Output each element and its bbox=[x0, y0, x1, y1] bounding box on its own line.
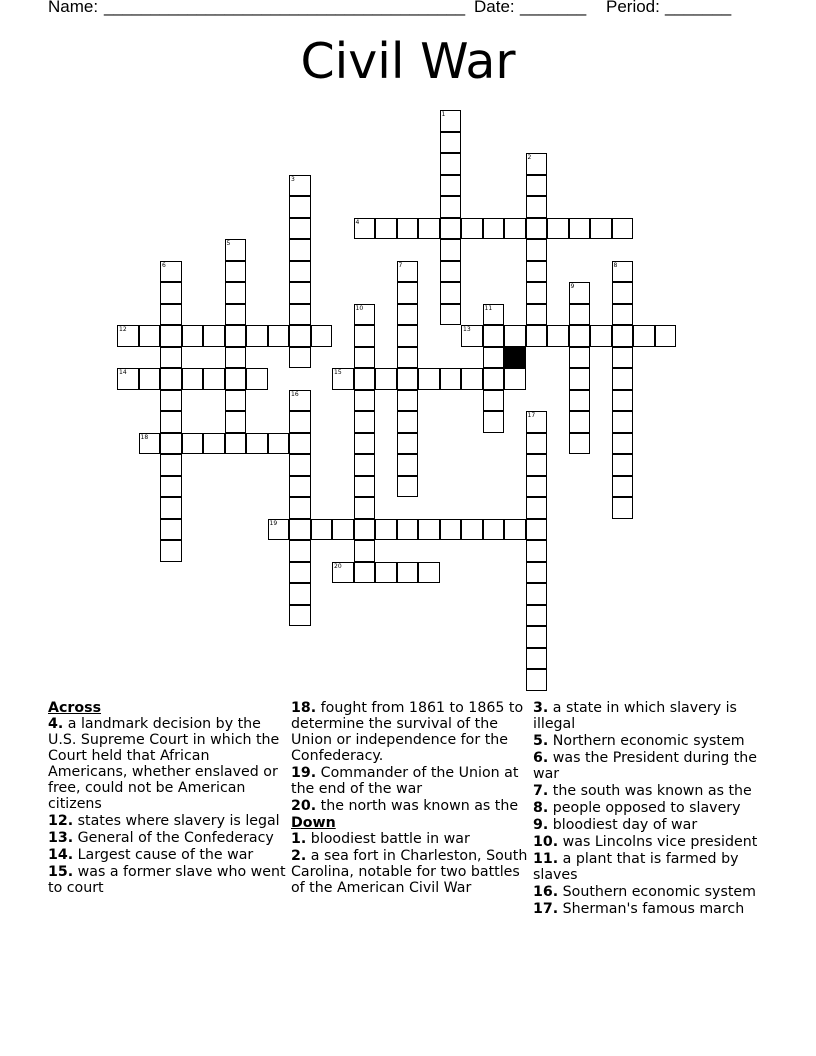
grid-cell[interactable] bbox=[397, 368, 419, 390]
grid-cell[interactable] bbox=[526, 497, 548, 519]
grid-cell[interactable] bbox=[397, 476, 419, 498]
clue-text: Commander of the Union at the end of the war bbox=[291, 765, 519, 797]
clue-number: 13 bbox=[463, 326, 471, 333]
grid-cell[interactable] bbox=[182, 433, 204, 455]
grid-cell[interactable] bbox=[289, 605, 311, 627]
clue-text: Largest cause of the war bbox=[77, 847, 254, 863]
grid-cell[interactable] bbox=[397, 325, 419, 347]
grid-cell[interactable] bbox=[139, 325, 161, 347]
grid-cell[interactable] bbox=[461, 325, 483, 347]
grid-cell[interactable] bbox=[418, 218, 440, 240]
grid-cell[interactable] bbox=[397, 282, 419, 304]
grid-cell[interactable] bbox=[569, 347, 591, 369]
grid-cell[interactable] bbox=[569, 368, 591, 390]
name-label: Name: bbox=[48, 0, 99, 16]
grid-cell[interactable] bbox=[289, 411, 311, 433]
grid-cell[interactable] bbox=[612, 368, 634, 390]
grid-cell[interactable] bbox=[483, 347, 505, 369]
clue-text: Sherman's famous march bbox=[562, 901, 745, 917]
grid-cell[interactable] bbox=[633, 325, 655, 347]
clue-column-1 bbox=[48, 700, 286, 897]
grid-cell[interactable] bbox=[354, 540, 376, 562]
grid-cell[interactable] bbox=[289, 239, 311, 261]
grid-cell[interactable] bbox=[160, 282, 182, 304]
grid-cell[interactable] bbox=[117, 368, 139, 390]
grid-cell[interactable] bbox=[289, 476, 311, 498]
grid-cell[interactable] bbox=[569, 304, 591, 326]
clue-number: 3 bbox=[291, 175, 295, 183]
grid-cell[interactable] bbox=[311, 325, 333, 347]
grid-cell[interactable] bbox=[418, 368, 440, 390]
clue-number: 17 bbox=[527, 412, 536, 419]
down-clue bbox=[291, 831, 529, 847]
grid-cell[interactable] bbox=[289, 261, 311, 283]
grid-cell[interactable] bbox=[461, 368, 483, 390]
grid-cell[interactable] bbox=[526, 626, 548, 648]
grid-cell[interactable] bbox=[569, 282, 591, 304]
grid-cell[interactable] bbox=[483, 411, 505, 433]
grid-cell[interactable] bbox=[547, 218, 569, 240]
grid-cell[interactable] bbox=[397, 261, 419, 283]
down-clue bbox=[533, 750, 773, 782]
grid-cell[interactable] bbox=[418, 562, 440, 584]
down-clue bbox=[533, 851, 773, 883]
down-clue bbox=[533, 884, 773, 900]
grid-cell[interactable] bbox=[612, 454, 634, 476]
clue-text: a sea fort in Charleston, South Carolina, notable for two battles of the American Civil War bbox=[291, 848, 528, 896]
grid-cell[interactable] bbox=[289, 390, 311, 412]
grid-cell[interactable] bbox=[225, 304, 247, 326]
clue-number-label: 10. bbox=[533, 834, 559, 850]
across-clue bbox=[48, 813, 286, 829]
grid-cell[interactable] bbox=[590, 325, 612, 347]
grid-cell[interactable] bbox=[590, 218, 612, 240]
grid-cell[interactable] bbox=[289, 433, 311, 455]
grid-cell[interactable] bbox=[354, 497, 376, 519]
grid-cell[interactable] bbox=[483, 325, 505, 347]
clue-number-label: 5. bbox=[533, 733, 549, 749]
grid-cell[interactable] bbox=[289, 218, 311, 240]
grid-cell[interactable] bbox=[225, 433, 247, 455]
clue-number: 5 bbox=[226, 240, 231, 247]
clue-text: General of the Confederacy bbox=[77, 830, 274, 846]
grid-cell[interactable] bbox=[612, 325, 634, 347]
grid-cell[interactable] bbox=[332, 562, 354, 584]
grid-cell[interactable] bbox=[526, 261, 548, 283]
clue-number: 14 bbox=[119, 369, 127, 376]
grid-cell[interactable] bbox=[526, 583, 548, 605]
grid-cell[interactable] bbox=[397, 390, 419, 412]
grid-cell[interactable] bbox=[526, 476, 548, 498]
grid-cell[interactable] bbox=[526, 282, 548, 304]
clue-text: a landmark decision by the U.S. Supreme Court in which the Court held that African Americans, whether enslaved or free, could not be American citizens bbox=[48, 716, 280, 812]
grid-cell[interactable] bbox=[289, 304, 311, 326]
grid-cell[interactable] bbox=[569, 390, 591, 412]
grid-cell[interactable] bbox=[160, 519, 182, 541]
grid-cell[interactable] bbox=[354, 433, 376, 455]
grid-cell[interactable] bbox=[139, 368, 161, 390]
grid-cell[interactable] bbox=[655, 325, 677, 347]
grid-cell[interactable] bbox=[440, 132, 462, 154]
clue-text: people opposed to slavery bbox=[552, 800, 741, 816]
clue-number-label: 3. bbox=[533, 700, 549, 716]
grid-cell[interactable] bbox=[526, 175, 548, 197]
clue-number-label: 6. bbox=[533, 750, 549, 766]
grid-cell[interactable] bbox=[440, 153, 462, 175]
grid-cell[interactable] bbox=[354, 411, 376, 433]
clue-number: 1 bbox=[441, 111, 446, 118]
grid-cell[interactable] bbox=[246, 325, 268, 347]
clue-number: 20 bbox=[334, 562, 342, 570]
clue-text: was the President during the war bbox=[533, 750, 758, 782]
grid-cell[interactable] bbox=[526, 196, 548, 218]
grid-cell[interactable] bbox=[354, 390, 376, 412]
grid-cell[interactable] bbox=[289, 282, 311, 304]
grid-cell[interactable] bbox=[225, 368, 247, 390]
clue-number-label: 11. bbox=[533, 851, 559, 867]
grid-cell[interactable] bbox=[375, 368, 397, 390]
clue-number: 7 bbox=[398, 261, 403, 269]
grid-cell[interactable] bbox=[461, 519, 483, 541]
down-clue bbox=[533, 834, 773, 850]
clue-number-label: 18. bbox=[291, 700, 317, 716]
clue-number-label: 2. bbox=[291, 848, 307, 864]
grid-cell[interactable] bbox=[569, 218, 591, 240]
clue-number: 6 bbox=[162, 261, 166, 269]
across-clue bbox=[291, 765, 529, 797]
grid-cell[interactable] bbox=[547, 325, 569, 347]
grid-cell[interactable] bbox=[182, 368, 204, 390]
grid-cell[interactable] bbox=[504, 218, 526, 240]
black-square bbox=[504, 347, 526, 369]
grid-cell[interactable] bbox=[354, 325, 376, 347]
clue-number-label: 9. bbox=[533, 817, 549, 833]
clue-number-label: 13. bbox=[48, 830, 74, 846]
grid-cell[interactable] bbox=[397, 433, 419, 455]
grid-cell[interactable] bbox=[246, 433, 268, 455]
across-clue bbox=[291, 798, 529, 814]
clue-number-label: 1. bbox=[291, 831, 307, 847]
grid-cell[interactable] bbox=[526, 519, 548, 541]
date-label: Date: bbox=[474, 0, 515, 16]
grid-cell[interactable] bbox=[203, 433, 225, 455]
grid-cell[interactable] bbox=[354, 218, 376, 240]
clue-number: 18 bbox=[140, 433, 149, 441]
grid-cell[interactable] bbox=[289, 540, 311, 562]
grid-cell[interactable] bbox=[225, 261, 247, 283]
grid-cell[interactable] bbox=[289, 347, 311, 369]
grid-cell[interactable] bbox=[526, 562, 548, 584]
grid-cell[interactable] bbox=[160, 433, 182, 455]
grid-cell[interactable] bbox=[354, 454, 376, 476]
grid-cell[interactable] bbox=[289, 583, 311, 605]
clue-number-label: 12. bbox=[48, 813, 74, 829]
clue-number: 16 bbox=[291, 390, 299, 398]
grid-cell[interactable] bbox=[569, 433, 591, 455]
grid-cell[interactable] bbox=[375, 562, 397, 584]
grid-cell[interactable] bbox=[397, 562, 419, 584]
down-clue bbox=[533, 800, 773, 816]
clue-text: states where slavery is legal bbox=[77, 813, 280, 829]
grid-cell[interactable] bbox=[418, 519, 440, 541]
down-clue bbox=[533, 817, 773, 833]
period-label: Period: bbox=[606, 0, 660, 16]
clue-text: bloodiest day of war bbox=[552, 817, 698, 833]
grid-cell[interactable] bbox=[203, 368, 225, 390]
grid-cell[interactable] bbox=[354, 562, 376, 584]
grid-cell[interactable] bbox=[612, 390, 634, 412]
clue-text: was Lincolns vice president bbox=[562, 834, 758, 850]
clue-number: 19 bbox=[269, 519, 278, 527]
grid-cell[interactable] bbox=[225, 325, 247, 347]
grid-cell[interactable] bbox=[289, 325, 311, 347]
grid-cell[interactable] bbox=[440, 218, 462, 240]
down-clue bbox=[533, 783, 773, 799]
clue-number-label: 4. bbox=[48, 716, 64, 732]
down-heading: Down bbox=[291, 815, 336, 831]
grid-cell[interactable] bbox=[397, 304, 419, 326]
clue-number: 10 bbox=[355, 304, 364, 312]
grid-cell[interactable] bbox=[397, 347, 419, 369]
grid-cell[interactable] bbox=[612, 497, 634, 519]
grid-cell[interactable] bbox=[160, 368, 182, 390]
down-clue bbox=[291, 848, 529, 896]
grid-cell[interactable] bbox=[160, 454, 182, 476]
grid-cell[interactable] bbox=[526, 648, 548, 670]
clue-text: Northern economic system bbox=[552, 733, 745, 749]
grid-cell[interactable] bbox=[440, 519, 462, 541]
grid-cell[interactable] bbox=[332, 368, 354, 390]
clue-column-3 bbox=[533, 700, 773, 918]
grid-cell[interactable] bbox=[225, 239, 247, 261]
grid-cell[interactable] bbox=[612, 218, 634, 240]
grid-cell[interactable] bbox=[526, 605, 548, 627]
grid-cell[interactable] bbox=[375, 519, 397, 541]
clue-number-label: 16. bbox=[533, 884, 559, 900]
grid-cell[interactable] bbox=[440, 110, 462, 132]
grid-cell[interactable] bbox=[461, 218, 483, 240]
grid-cell[interactable] bbox=[569, 325, 591, 347]
clue-number: 4 bbox=[355, 218, 360, 226]
grid-cell[interactable] bbox=[268, 519, 290, 541]
down-clue bbox=[533, 901, 773, 917]
grid-cell[interactable] bbox=[289, 497, 311, 519]
grid-cell[interactable] bbox=[440, 304, 462, 326]
grid-cell[interactable] bbox=[311, 519, 333, 541]
grid-cell[interactable] bbox=[440, 239, 462, 261]
grid-cell[interactable] bbox=[160, 347, 182, 369]
grid-cell[interactable] bbox=[612, 476, 634, 498]
clue-number: 2 bbox=[527, 154, 532, 161]
grid-cell[interactable] bbox=[268, 433, 290, 455]
clue-number: 8 bbox=[613, 261, 618, 269]
grid-cell[interactable] bbox=[203, 325, 225, 347]
clue-text: a plant that is farmed by slaves bbox=[533, 851, 739, 883]
clue-number: 11 bbox=[484, 304, 493, 312]
date-line[interactable]: _______ bbox=[520, 0, 587, 16]
grid-cell[interactable] bbox=[569, 411, 591, 433]
grid-cell[interactable] bbox=[354, 519, 376, 541]
grid-cell[interactable] bbox=[397, 454, 419, 476]
page-title: Civil War bbox=[300, 33, 516, 90]
grid-cell[interactable] bbox=[526, 239, 548, 261]
grid-cell[interactable] bbox=[160, 325, 182, 347]
grid-cell[interactable] bbox=[246, 368, 268, 390]
grid-cell[interactable] bbox=[526, 411, 548, 433]
clue-text: bloodiest battle in war bbox=[310, 831, 470, 847]
grid-cell[interactable] bbox=[440, 368, 462, 390]
grid-cell[interactable] bbox=[160, 540, 182, 562]
grid-cell[interactable] bbox=[160, 390, 182, 412]
across-clue bbox=[48, 847, 286, 863]
down-clue bbox=[533, 700, 773, 732]
grid-cell[interactable] bbox=[483, 304, 505, 326]
grid-cell[interactable] bbox=[397, 411, 419, 433]
grid-cell[interactable] bbox=[504, 325, 526, 347]
grid-cell[interactable] bbox=[160, 304, 182, 326]
grid-cell[interactable] bbox=[225, 347, 247, 369]
grid-cell[interactable] bbox=[289, 196, 311, 218]
clue-column-2 bbox=[291, 700, 529, 897]
grid-cell[interactable] bbox=[182, 325, 204, 347]
clue-number-label: 14. bbox=[48, 847, 74, 863]
clue-number-label: 20. bbox=[291, 798, 317, 814]
grid-cell[interactable] bbox=[526, 218, 548, 240]
grid-cell[interactable] bbox=[483, 519, 505, 541]
grid-cell[interactable] bbox=[504, 519, 526, 541]
grid-cell[interactable] bbox=[612, 411, 634, 433]
grid-cell[interactable] bbox=[612, 347, 634, 369]
grid-cell[interactable] bbox=[268, 325, 290, 347]
grid-cell[interactable] bbox=[289, 519, 311, 541]
grid-cell[interactable] bbox=[354, 368, 376, 390]
name-line[interactable]: _______________________________________ bbox=[104, 0, 465, 16]
grid-cell[interactable] bbox=[612, 261, 634, 283]
across-clue bbox=[48, 864, 286, 896]
grid-cell[interactable] bbox=[375, 218, 397, 240]
grid-cell[interactable] bbox=[160, 497, 182, 519]
clue-text: the north was known as the bbox=[320, 798, 519, 814]
clue-text: was a former slave who went to court bbox=[48, 864, 286, 896]
grid-cell[interactable] bbox=[526, 325, 548, 347]
grid-cell[interactable] bbox=[526, 433, 548, 455]
grid-cell[interactable] bbox=[225, 282, 247, 304]
grid-cell[interactable] bbox=[139, 433, 161, 455]
grid-cell[interactable] bbox=[612, 304, 634, 326]
grid-cell[interactable] bbox=[612, 433, 634, 455]
clue-text: a state in which slavery is illegal bbox=[533, 700, 737, 732]
grid-cell[interactable] bbox=[397, 519, 419, 541]
down-clue bbox=[533, 733, 773, 749]
clue-number: 12 bbox=[119, 326, 127, 333]
grid-cell[interactable] bbox=[160, 411, 182, 433]
clue-number: 15 bbox=[334, 369, 342, 376]
grid-cell[interactable] bbox=[440, 196, 462, 218]
grid-cell[interactable] bbox=[526, 669, 548, 691]
grid-cell[interactable] bbox=[354, 304, 376, 326]
grid-cell[interactable] bbox=[289, 562, 311, 584]
clue-number: 9 bbox=[570, 283, 575, 290]
clue-text: the south was known as the bbox=[552, 783, 752, 799]
grid-cell[interactable] bbox=[483, 390, 505, 412]
clue-number-label: 8. bbox=[533, 800, 549, 816]
grid-cell[interactable] bbox=[483, 218, 505, 240]
grid-cell[interactable] bbox=[225, 390, 247, 412]
grid-cell[interactable] bbox=[354, 476, 376, 498]
across-heading: Across bbox=[48, 700, 102, 716]
grid-cell[interactable] bbox=[354, 347, 376, 369]
clue-number-label: 15. bbox=[48, 864, 74, 880]
across-clue bbox=[48, 716, 286, 812]
grid-cell[interactable] bbox=[504, 368, 526, 390]
grid-cell[interactable] bbox=[526, 153, 548, 175]
grid-cell[interactable] bbox=[440, 282, 462, 304]
grid-cell[interactable] bbox=[397, 218, 419, 240]
grid-cell[interactable] bbox=[526, 540, 548, 562]
clue-text: Southern economic system bbox=[562, 884, 756, 900]
clue-number-label: 7. bbox=[533, 783, 549, 799]
grid-cell[interactable] bbox=[289, 175, 311, 197]
clue-text: fought from 1861 to 1865 to determine the survival of the Union or independence for the Confederacy. bbox=[291, 700, 524, 764]
grid-cell[interactable] bbox=[440, 261, 462, 283]
grid-cell[interactable] bbox=[225, 411, 247, 433]
grid-cell[interactable] bbox=[526, 454, 548, 476]
grid-cell[interactable] bbox=[440, 175, 462, 197]
grid-cell[interactable] bbox=[612, 282, 634, 304]
grid-cell[interactable] bbox=[289, 454, 311, 476]
clue-number-label: 19. bbox=[291, 765, 317, 781]
grid-cell[interactable] bbox=[526, 304, 548, 326]
grid-cell[interactable] bbox=[160, 261, 182, 283]
across-clue bbox=[48, 830, 286, 846]
grid-cell[interactable] bbox=[117, 325, 139, 347]
period-line[interactable]: _______ bbox=[665, 0, 732, 16]
grid-cell[interactable] bbox=[160, 476, 182, 498]
across-clue bbox=[291, 700, 529, 764]
clue-number-label: 17. bbox=[533, 901, 559, 917]
grid-cell[interactable] bbox=[483, 368, 505, 390]
grid-cell[interactable] bbox=[332, 519, 354, 541]
